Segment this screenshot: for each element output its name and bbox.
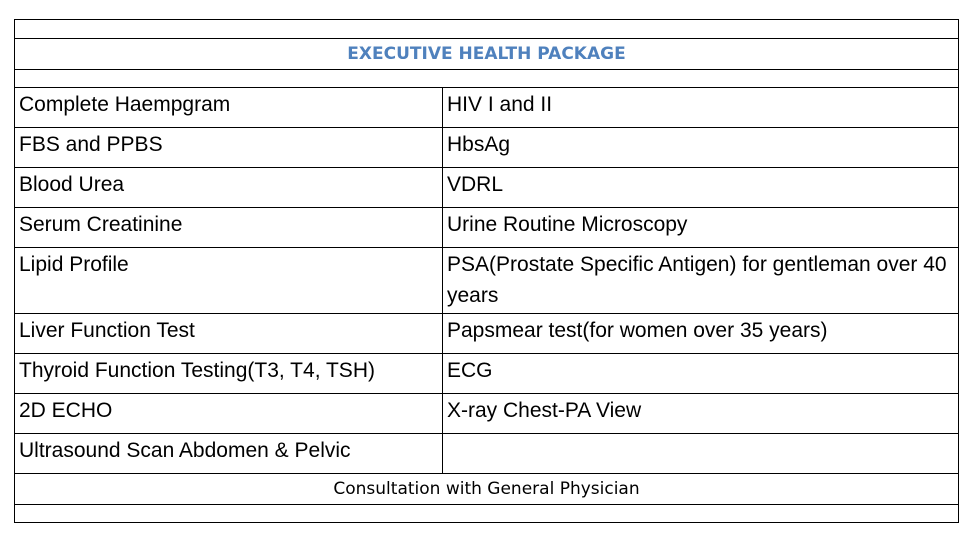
package-table <box>14 19 959 523</box>
consultation-note: Consultation with General Physician <box>15 474 959 505</box>
package-title: EXECUTIVE HEALTH PACKAGE <box>15 39 959 70</box>
title-row <box>15 39 959 70</box>
test-left: Lipid Profile <box>15 248 443 314</box>
bottom-blank-row <box>15 505 959 523</box>
test-right: HbsAg <box>443 128 959 168</box>
test-row <box>15 248 959 314</box>
test-left: FBS and PPBS <box>15 128 443 168</box>
test-left: Serum Creatinine <box>15 208 443 248</box>
test-right: Urine Routine Microscopy <box>443 208 959 248</box>
test-row <box>15 394 959 434</box>
top-blank-row <box>15 20 959 39</box>
test-row <box>15 168 959 208</box>
test-right: HIV I and II <box>443 88 959 128</box>
test-left: Blood Urea <box>15 168 443 208</box>
test-right <box>443 434 959 474</box>
test-row <box>15 354 959 394</box>
test-left: Liver Function Test <box>15 314 443 354</box>
test-left: Ultrasound Scan Abdomen & Pelvic <box>15 434 443 474</box>
test-row <box>15 128 959 168</box>
spacer-row <box>15 70 959 88</box>
test-left: Thyroid Function Testing(T3, T4, TSH) <box>15 354 443 394</box>
footer-row <box>15 474 959 505</box>
health-package-sheet <box>14 19 958 523</box>
test-left: Complete Haempgram <box>15 88 443 128</box>
test-row <box>15 434 959 474</box>
test-right: ECG <box>443 354 959 394</box>
test-right: Papsmear test(for women over 35 years) <box>443 314 959 354</box>
test-row <box>15 88 959 128</box>
test-right: PSA(Prostate Specific Antigen) for gentleman over 40 years <box>443 248 959 314</box>
test-right: VDRL <box>443 168 959 208</box>
test-left: 2D ECHO <box>15 394 443 434</box>
test-right: X-ray Chest-PA View <box>443 394 959 434</box>
test-row <box>15 314 959 354</box>
test-row <box>15 208 959 248</box>
